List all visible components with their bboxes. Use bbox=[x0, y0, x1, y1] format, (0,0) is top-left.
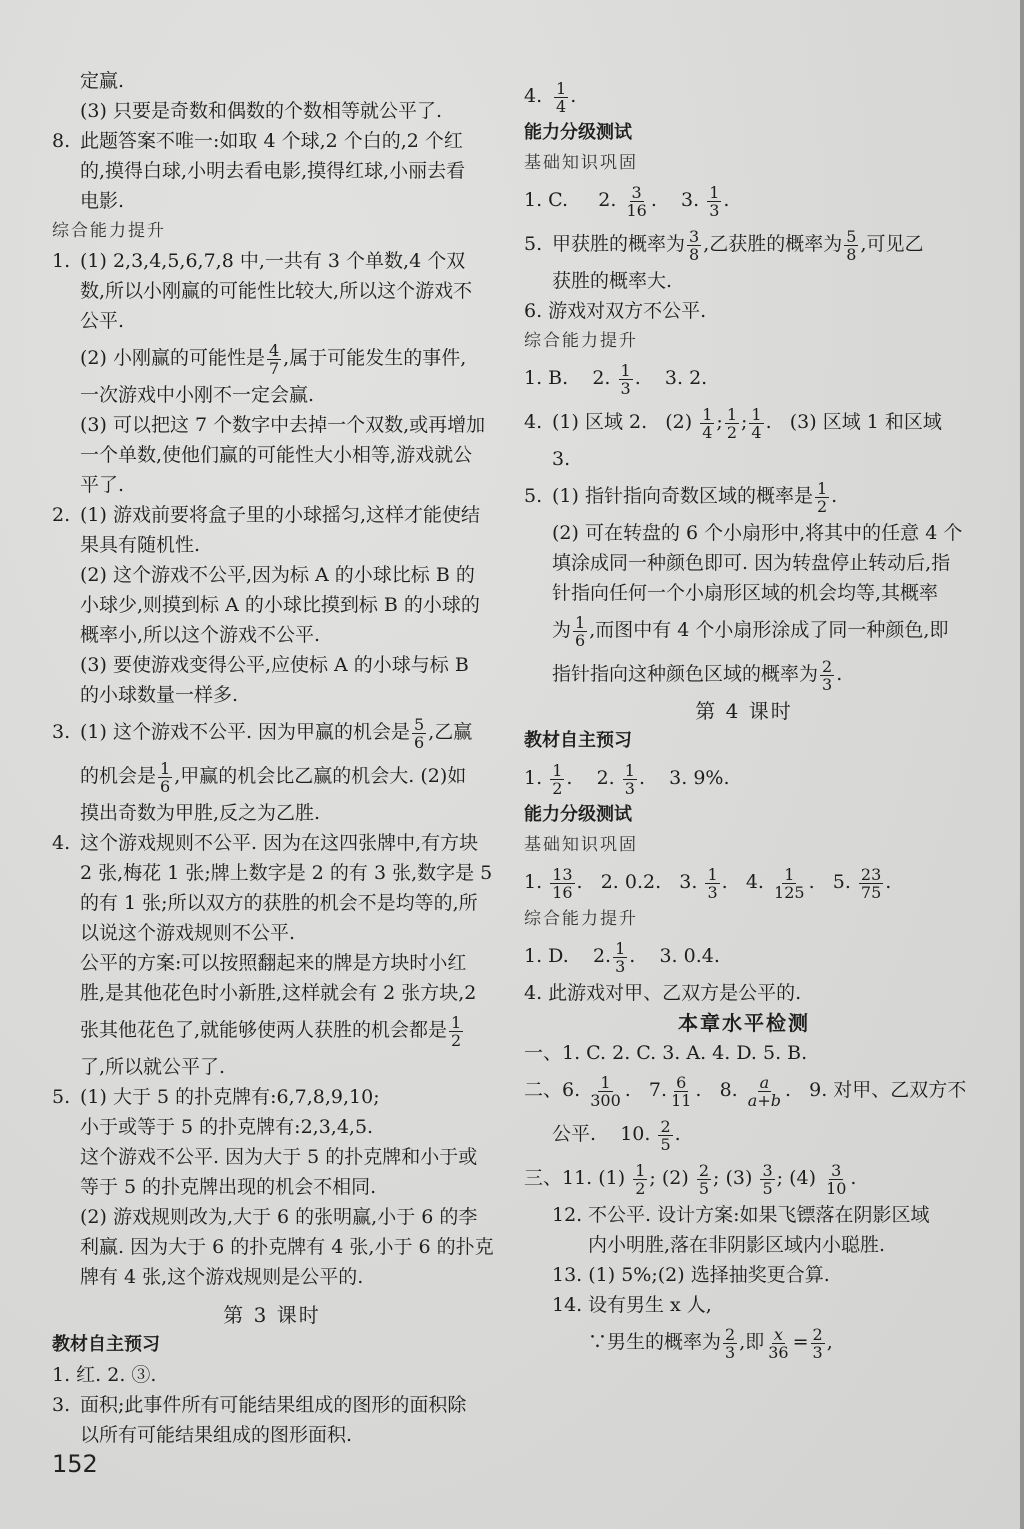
fraction: $\frac{1}{2}$ bbox=[451, 1012, 462, 1050]
lesson-4-title: 第 4 课时 bbox=[695, 699, 793, 723]
fraction: $\frac{4}{7}$ bbox=[268, 340, 280, 378]
fraction: $\frac{1}{3}$ bbox=[624, 760, 635, 798]
fraction: $\frac{2}{3}$ bbox=[822, 656, 833, 694]
fraction: $\frac{1}{2}$ bbox=[726, 404, 737, 442]
fraction: $\frac{23}{75}$ bbox=[860, 864, 882, 902]
answer-row: 1. $\frac{13}{16}$ . 2. 0.2. 3. $\frac{1}{3}$ . 4. $\frac{1}{125}$ . 5. $\frac{23}{75}$ . bbox=[524, 864, 892, 902]
fraction: $\frac{1}{300}$ bbox=[590, 1072, 621, 1110]
section-heading-test: 能力分级测试 bbox=[524, 804, 632, 825]
fraction: $\frac{2}{5}$ bbox=[698, 1160, 710, 1198]
answer-line: 定赢. bbox=[80, 70, 125, 92]
fraction: $\frac{2}{5}$ bbox=[660, 1116, 671, 1154]
section-heading-comprehensive: 综合能力提升 bbox=[524, 331, 638, 351]
fraction: $\frac{1}{125}$ bbox=[774, 864, 805, 902]
fraction: $\frac{1}{3}$ bbox=[707, 864, 718, 902]
question-1: 1. (1) 2,3,4,5,6,7,8 中,一共有 3 个单数,4 个双 数,所以小刚赢的可能性比较大,所以这个游戏不 公平. (2) 小刚赢的可能性是 $\frac{4}{7}$ ,属于可能发生的事件, 一次游戏中小刚不一定会赢. (3) 可以把这 7 个数字中去掉一个双数,或再增加 一个单数,使他们赢的可能性大小相等,游戏就公 平了. bbox=[52, 246, 492, 500]
question-4: 4. 这个游戏规则不公平. 因为在这四张牌中,有方块 2 张,梅花 1 张;牌上数字是 2 的有 3 张,数字是 5 的有 1 张;所以双方的获胜的机会不是均等的,所 以说这个游戏规则不公平. 公平的方案:可以按照翻起来的牌是方块时小红 胜,是其他花色时小新胜,这样就会有 2 张方块,2 张其他花色了,就能够使两人获胜的机会都是 $\frac{1}{2}$ 了,所以就公平了. bbox=[52, 832, 493, 1078]
fraction: $\frac{3}{16}$ bbox=[626, 182, 647, 220]
section-heading-preview: 教材自主预习 bbox=[52, 1334, 160, 1355]
answer-row: 1. $\frac{1}{2}$ . 2. $\frac{1}{3}$ . 3. 9%. bbox=[524, 760, 730, 798]
comp-question-4: 4. (1) 区域 2. (2) $\frac{1}{4}$ ; $\frac{1}{2}$ ; $\frac{1}{4}$ . (3) 区域 1 和区域 3. bbox=[524, 404, 942, 470]
fraction: $\frac{2}{3}$ bbox=[725, 1324, 736, 1362]
fraction: $\frac{x}{36}$ bbox=[768, 1324, 789, 1362]
answer-line: 4. 此游戏对甲、乙双方是公平的. bbox=[524, 982, 802, 1004]
section-heading-basic: 基础知识巩固 bbox=[524, 835, 638, 855]
fraction: $\frac{1}{4}$ bbox=[556, 78, 567, 116]
answer-row: 1. D. 2. $\frac{1}{3}$ . 3. 0.4. bbox=[524, 938, 720, 976]
lesson-3-question-3: 3. 面积;此事件所有可能结果组成的图形的面积除 以所有可能结果组成的图形面积. bbox=[52, 1394, 467, 1446]
lesson-3-title: 第 3 课时 bbox=[223, 1303, 321, 1327]
fraction: $\frac{6}{11}$ bbox=[671, 1072, 692, 1110]
fraction: $\frac{3}{5}$ bbox=[762, 1160, 773, 1198]
answer-line: 6. 游戏对双方不公平. bbox=[524, 300, 707, 322]
fraction: $\frac{1}{2}$ bbox=[552, 760, 563, 798]
chapter-test-title: 本章水平检测 bbox=[678, 1011, 810, 1035]
fraction: $\frac{1}{4}$ bbox=[702, 404, 713, 442]
fraction: $\frac{5}{8}$ bbox=[846, 226, 857, 264]
fraction: $\frac{5}{6}$ bbox=[414, 714, 425, 752]
page-edge-shadow bbox=[1020, 0, 1024, 1529]
answer-row: 1. C. 2. $\frac{3}{16}$ . 3. $\frac{1}{3}$ . bbox=[524, 182, 730, 220]
answer-row: 1. B. 2. $\frac{1}{3}$ . 3. 2. bbox=[524, 360, 708, 398]
question-8: 8. 此题答案不唯一:如取 4 个球,2 个白的,2 个红 的,摸得白球,小明去看电影,摸得红球,小丽去看 电影. bbox=[52, 130, 466, 212]
question-3: 3. (1) 这个游戏不公平. 因为甲赢的机会是 $\frac{5}{6}$ ,乙赢 的机会是 $\frac{1}{6}$ ,甲赢的机会比乙赢的机会大. (2)如 摸出奇数为甲胜,反之为乙胜. bbox=[52, 714, 473, 824]
fraction: $\frac{1}{3}$ bbox=[620, 360, 631, 398]
part-2-answers: 二、6. $\frac{1}{300}$ . 7. $\frac{6}{11}$ . 8. $\frac{a}{a+b}$ . 9. 对甲、乙双方不 公平. 10. $\frac{2}{5}$ . bbox=[524, 1072, 967, 1154]
fraction: $\frac{1}{2}$ bbox=[816, 478, 828, 516]
section-heading-preview: 教材自主预习 bbox=[524, 730, 632, 751]
fraction: $\frac{2}{3}$ bbox=[812, 1324, 823, 1362]
section-heading-comprehensive: 综合能力提升 bbox=[524, 909, 638, 929]
fraction: $\frac{3}{10}$ bbox=[826, 1160, 847, 1198]
left-column bbox=[52, 66, 492, 1450]
comp-question-5: 5. (1) 指针指向奇数区域的概率是 $\frac{1}{2}$ . (2) 可在转盘的 6 个小扇形中,将其中的任意 4 个 填涂成同一种颜色即可. 因为转盘停止转动后,指 针指向任何一个小扇形区域的机会均等,其概率 为 $\frac{1}{6}$ ,而图中有 4 个小扇形涂成了同一种颜色,即 指针指向这种颜色区域的概率为 $\frac{2}{3}$ . bbox=[524, 478, 963, 694]
fraction: $\frac{a}{a+b}$ bbox=[747, 1072, 781, 1110]
basic-question-5: 5. 甲获胜的概率为 $\frac{3}{8}$ ,乙获胜的概率为 $\frac{5}{8}$ ,可见乙 获胜的概率大. bbox=[524, 226, 924, 292]
fraction: $\frac{1}{2}$ bbox=[635, 1160, 646, 1198]
fraction: $\frac{1}{6}$ bbox=[160, 758, 171, 796]
part-3-answers: 三、11. (1) $\frac{1}{2}$ ; (2) $\frac{2}{5}$ ; (3) $\frac{3}{5}$ ; (4) $\frac{3}{10}$ . 12. 不公平. 设计方案:如果飞镖落在阴影区域 内小明胜,落在非阴影区域内小聪胜. 13. (1) 5%;(2) 选择抽奖更合算. 14. 设有男生 x 人, ∵男生的概率为 $\frac{2}{3}$ ,即 $\frac{x}{36}$ = $\frac{2}{3}$ , bbox=[524, 1160, 930, 1362]
question-2: 2. (1) 游戏前要将盒子里的小球摇匀,这样才能使结 果具有随机性. (2) 这个游戏不公平,因为标 A 的小球比标 B 的 小球少,则摸到标 A 的小球比摸到标 B 的小球的 概率小,所以这个游戏不公平. (3) 要使游戏变得公平,应使标 A 的小球与标 B 的小球数量一样多. bbox=[52, 504, 480, 706]
section-heading-basic: 基础知识巩固 bbox=[524, 153, 638, 173]
part-1-answers: 一、1. C. 2. C. 3. A. 4. D. 5. B. bbox=[524, 1042, 808, 1064]
answer-line: (3) 只要是奇数和偶数的个数相等就公平了. bbox=[80, 100, 442, 122]
right-column bbox=[524, 74, 967, 1364]
section-heading-comprehensive: 综合能力提升 bbox=[52, 221, 166, 241]
answer-line: 4. $\frac{1}{4}$ . bbox=[524, 78, 577, 116]
fraction: $\frac{1}{3}$ bbox=[615, 938, 626, 976]
fraction: $\frac{1}{4}$ bbox=[751, 404, 762, 442]
fraction: $\frac{13}{16}$ bbox=[552, 864, 573, 902]
page-number: 152 bbox=[52, 1450, 98, 1478]
fraction: $\frac{1}{3}$ bbox=[709, 182, 720, 220]
answer-line: 1. 红. 2. ③. bbox=[52, 1364, 157, 1386]
question-5: 5. (1) 大于 5 的扑克牌有:6,7,8,9,10; 小于或等于 5 的扑克牌有:2,3,4,5. 这个游戏不公平. 因为大于 5 的扑克牌和小于或 等于 5 的扑克牌出现的机会不相同. (2) 游戏规则改为,大于 6 的张明赢,小于 6 的李 利赢. 因为大于 6 的扑克牌有 4 张,小于 6 的扑克 牌有 4 张,这个游戏规则是公平的. bbox=[52, 1086, 494, 1288]
answer-line-with-fraction: (2) 小刚赢的可能性是 $\frac{4}{7}$ ,属于可能发生的事件, bbox=[80, 340, 467, 378]
fraction: $\frac{1}{6}$ bbox=[575, 612, 586, 650]
fraction: $\frac{3}{8}$ bbox=[689, 226, 700, 264]
section-heading-test: 能力分级测试 bbox=[524, 122, 632, 143]
